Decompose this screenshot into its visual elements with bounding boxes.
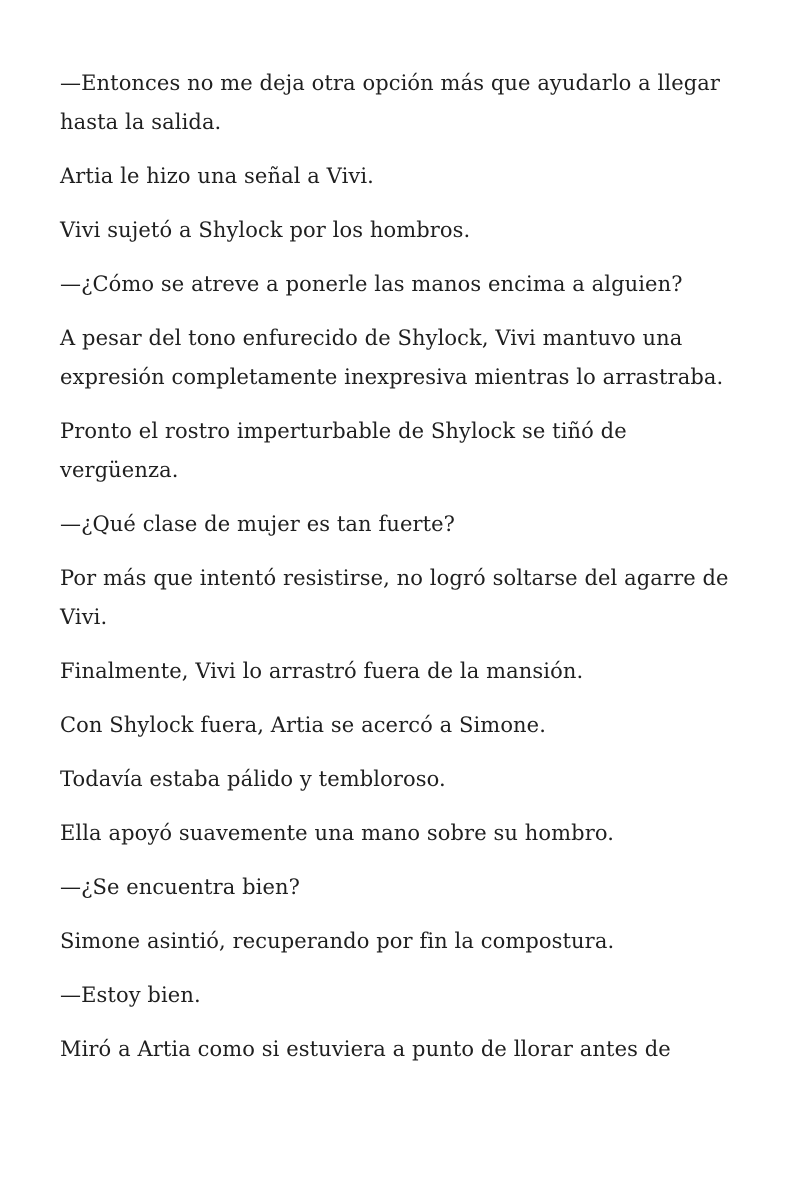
paragraph: Por más que intentó resistirse, no logró soltarse del agarre de Vivi. <box>60 566 729 629</box>
paragraph: Pronto el rostro imperturbable de Shylock se tiñó de vergüenza. <box>60 419 627 482</box>
paragraph: Con Shylock fuera, Artia se acercó a Simone. <box>60 713 546 737</box>
paragraph: Ella apoyó suavemente una mano sobre su hombro. <box>60 821 614 845</box>
paragraph: Miró a Artia como si estuviera a punto de llorar antes de <box>60 1037 671 1061</box>
paragraph: —¿Cómo se atreve a ponerle las manos encima a alguien? <box>60 272 683 296</box>
paragraph: A pesar del tono enfurecido de Shylock, Vivi mantuvo una expresión completamente inexpresiva mientras lo arrastraba. <box>60 326 724 389</box>
paragraph: Finalmente, Vivi lo arrastró fuera de la mansión. <box>60 659 584 683</box>
paragraph: —¿Se encuentra bien? <box>60 875 300 899</box>
paragraph: Vivi sujetó a Shylock por los hombros. <box>60 218 471 242</box>
paragraph: —Estoy bien. <box>60 983 201 1007</box>
paragraph: —Entonces no me deja otra opción más que ayudarlo a llegar hasta la salida. <box>60 71 721 134</box>
paragraph: Simone asintió, recuperando por fin la compostura. <box>60 929 615 953</box>
paragraph: —¿Qué clase de mujer es tan fuerte? <box>60 512 456 536</box>
paragraph: Todavía estaba pálido y tembloroso. <box>60 767 446 791</box>
paragraph: Artia le hizo una señal a Vivi. <box>60 164 374 188</box>
